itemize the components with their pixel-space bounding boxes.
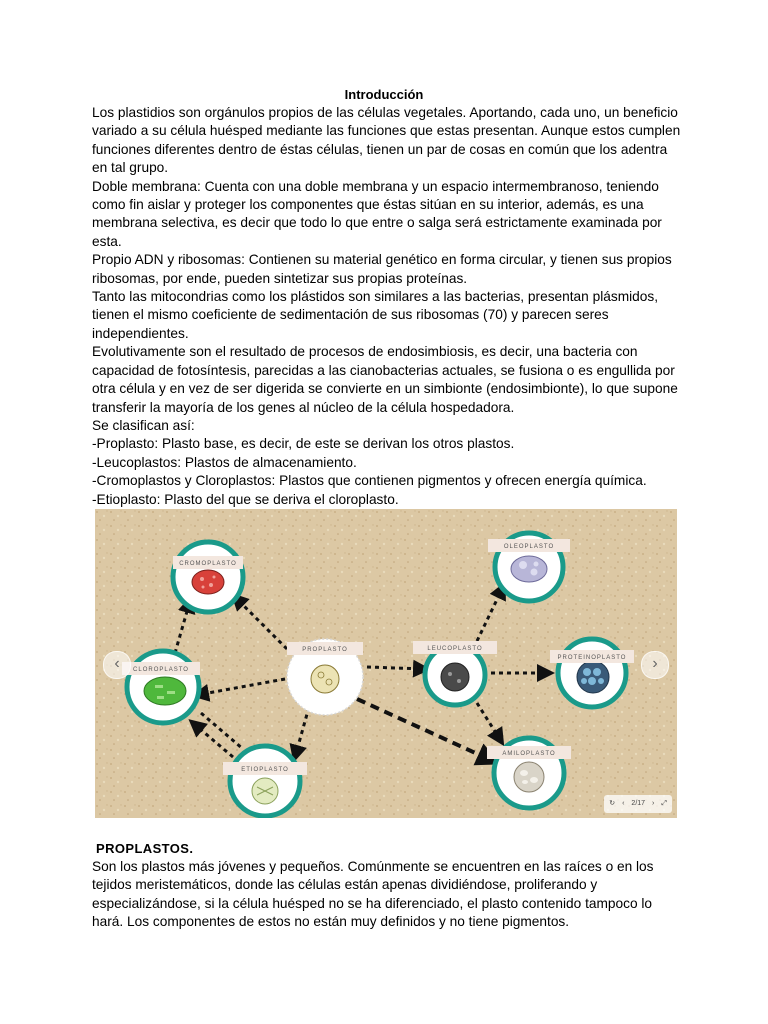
- classification-cromo-cloro: -Cromoplastos y Cloroplastos: Plastos que contienen pigmentos y ofrecen energía química.: [92, 473, 647, 489]
- fullscreen-icon[interactable]: ⤢: [661, 800, 667, 807]
- page-indicator: 2/17: [631, 800, 646, 807]
- prev-slide-button[interactable]: ‹: [103, 651, 131, 679]
- slide-controls: [604, 795, 672, 813]
- classification-intro: Se clasifican así:: [92, 417, 195, 433]
- endosymbiosis-paragraph: Evolutivamente son el resultado de procesos de endosimbiosis, es decir, una bacteria con capacidad de fotosíntesis, parecidas a las cianobacterias actuales, se fusiona o es engullida por otra célula y en vez de ser digerida se convierte en un simbionte (endosimbionte), lo que supone transferir la mayoría de los genes al núcleo de la célula hospedadora.: [92, 344, 678, 415]
- next-icon[interactable]: ›: [652, 800, 655, 807]
- classification-etioplasto: -Etioplasto: Plasto del que se deriva el cloroplasto.: [92, 491, 399, 507]
- prev-icon[interactable]: ‹: [622, 800, 625, 807]
- intro-paragraph: Los plastidios son orgánulos propios de las células vegetales. Aportando, cada uno, un beneficio variado a su célula huésped mediante las funciones que estas presentan. Aunque estos cumplen funciones diferentes dentro de éstas células, tienen un par de cosas en común que los adentra en tal grupo.: [92, 105, 681, 176]
- classification-leucoplastos: -Leucoplastos: Plastos de almacenamiento.: [92, 454, 357, 470]
- next-slide-button[interactable]: ›: [641, 651, 669, 679]
- intro-text: [92, 104, 682, 509]
- section-body: Son los plastos más jóvenes y pequeños. Comúnmente se encuentren en las raíces o en los tejidos meristemáticos, donde las células están apenas dividiéndose, proliferando y especializándose, si la célula huésped no se ha diferenciado, el plasto contenido tampoco lo hará. Los componentes de estos no están muy definidos y no tiene pigmentos.: [92, 859, 654, 930]
- plastid-diagram: [95, 509, 677, 818]
- label-cromoplasto: CROMOPLASTO: [179, 561, 237, 567]
- label-cloroplasto: CLOROPLASTO: [133, 667, 189, 673]
- label-amiloplasto: AMILOPLASTO: [502, 751, 556, 757]
- label-leucoplasto: LEUCOPLASTO: [427, 646, 483, 652]
- page-title: Introducción: [344, 87, 424, 102]
- bacteria-similarity-paragraph: Tanto las mitocondrias como los plástidos son similares a las bacterias, presentan plásmidos, tienen el mismo coeficiente de sedimentación de sus ribosomas (70) y parecen seres independientes.: [92, 289, 659, 341]
- label-etioplasto: ETIOPLASTO: [241, 767, 289, 773]
- section-heading: PROPLASTOS.: [96, 841, 194, 856]
- node-proplasto[interactable]: [287, 639, 363, 715]
- label-proplasto: PROPLASTO: [302, 647, 348, 653]
- double-membrane-paragraph: Doble membrana: Cuenta con una doble membrana y un espacio intermembranoso, teniendo como fin aislar y proteger los componentes que éstas sitúan en su interior, además, es una membrana selectiva, es decir que todo lo que entre o salga será estrictamente examinada por esta.: [92, 178, 662, 249]
- label-proteinoplasto: PROTEINOPLASTO: [557, 655, 627, 661]
- replay-icon[interactable]: ↻: [609, 800, 616, 807]
- dna-ribosomes-paragraph: Propio ADN y ribosomas: Contienen su material genético en forma circular, y tienen sus propios ribosomas, por ende, pueden sintetizar sus propias proteínas.: [92, 252, 672, 286]
- classification-proplasto: -Proplasto: Plasto base, es decir, de este se derivan los otros plastos.: [92, 436, 515, 452]
- node-cromoplasto[interactable]: [173, 542, 243, 612]
- label-oleoplasto: OLEOPLASTO: [503, 544, 555, 550]
- diagram-canvas: [95, 509, 677, 818]
